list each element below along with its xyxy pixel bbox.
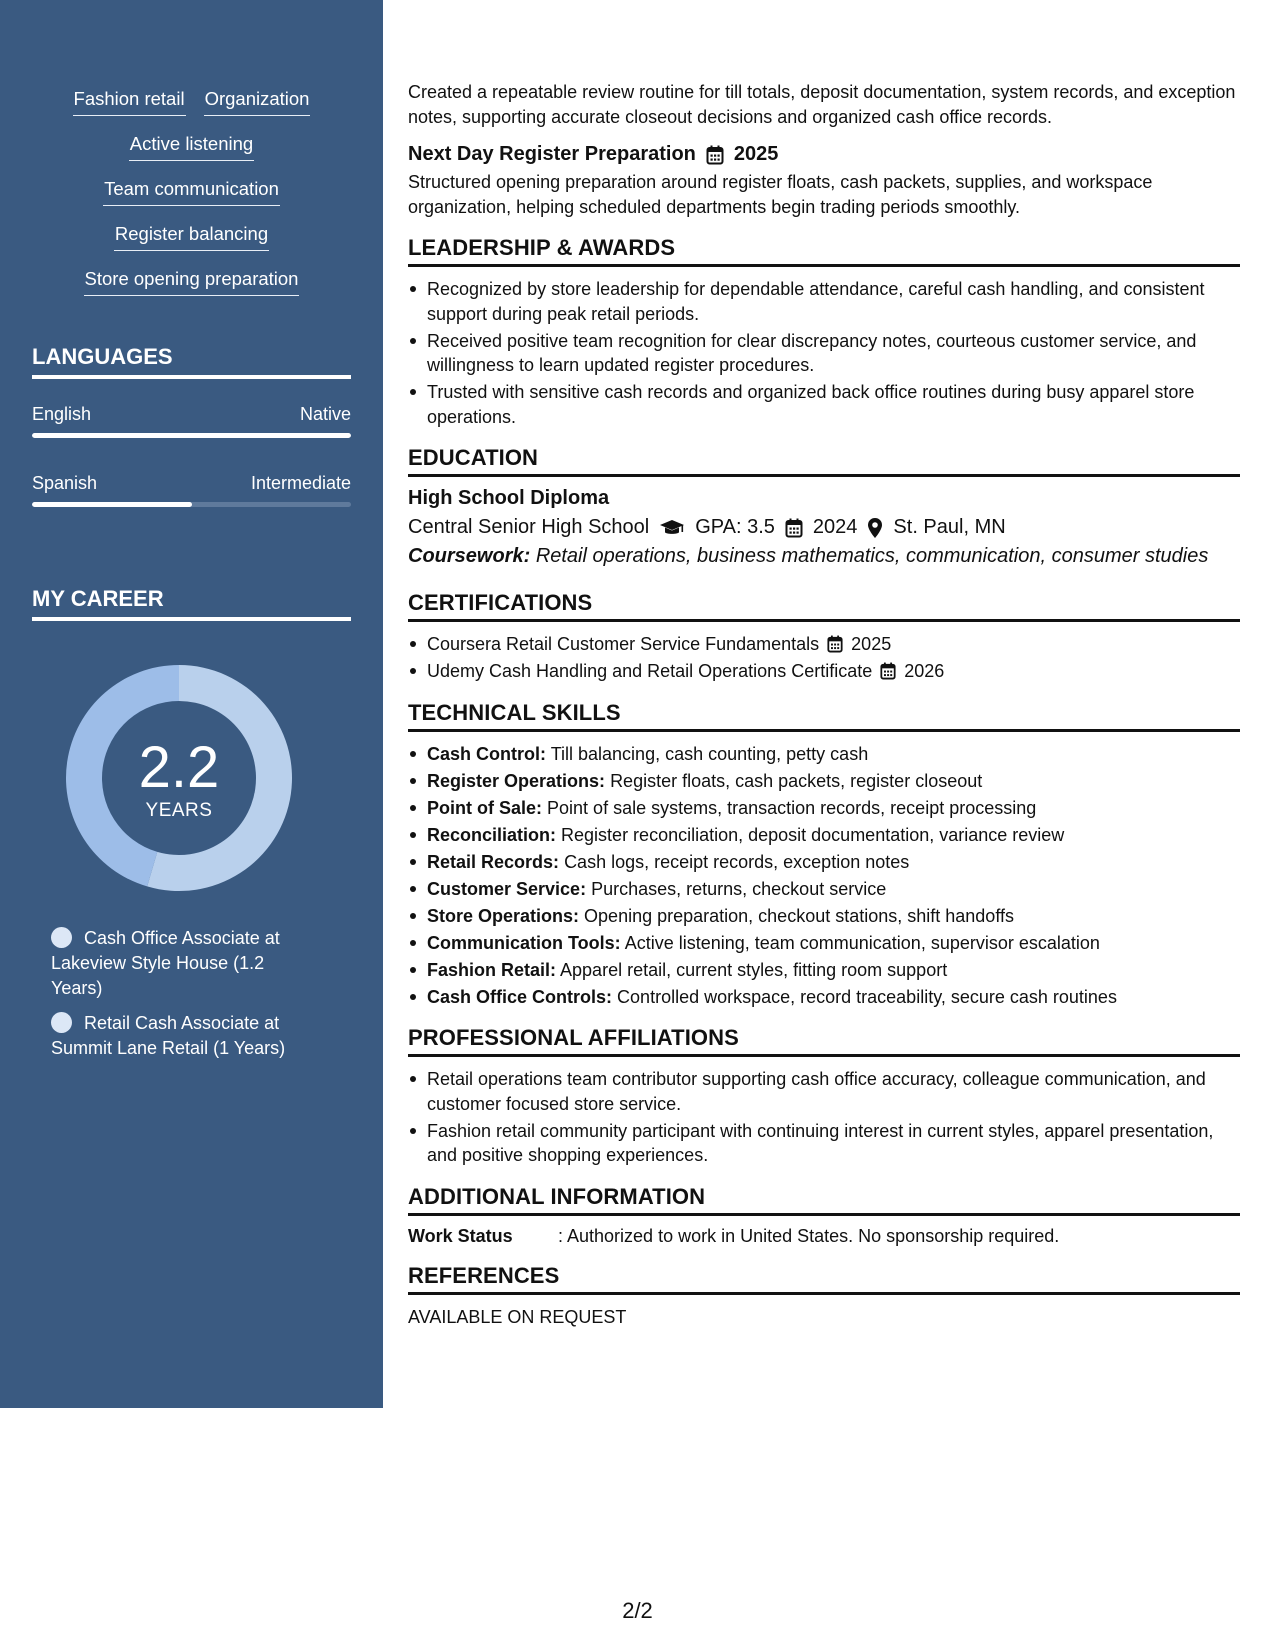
- certification-name: Udemy Cash Handling and Retail Operations Certificate: [427, 661, 873, 681]
- skill-value: Cash logs, receipt records, exception notes: [564, 851, 910, 872]
- technical-skill-item: [408, 985, 1240, 1010]
- skill-value: Point of sale systems, transaction records, receipt processing: [547, 797, 1037, 818]
- skill-label: Retail Records:: [427, 851, 560, 872]
- career-item-text: Retail Cash Associate at Summit Lane Retail (1 Years): [51, 1013, 286, 1058]
- language-bar: [32, 502, 351, 507]
- certification-name: Coursera Retail Customer Service Fundamentals: [427, 634, 820, 654]
- technical-skill-item: [408, 904, 1240, 929]
- language-bar-fill: [32, 502, 192, 507]
- language-row: [32, 404, 351, 425]
- technical-skill-item: [408, 769, 1240, 794]
- leadership-item: Recognized by store leadership for dependable attendance, careful cash handling, and consistent support during peak retail periods.: [408, 277, 1240, 326]
- leadership-heading: LEADERSHIP & AWARDS: [408, 235, 1240, 267]
- education-location: St. Paul, MN: [893, 516, 1006, 538]
- affiliation-item: Fashion retail community participant with continuing interest in current styles, apparel presentation, and positive shopping experiences.: [408, 1119, 1240, 1168]
- affiliations-list: [408, 1067, 1240, 1168]
- leadership-list: [408, 277, 1240, 429]
- skill-tag: Store opening preparation: [84, 266, 300, 296]
- skill-value: Till balancing, cash counting, petty cash: [550, 743, 869, 764]
- work-status-label: Work Status: [408, 1225, 513, 1246]
- coursework-text: Retail operations, business mathematics, communication, consumer studies: [535, 545, 1209, 567]
- skill-value: Opening preparation, checkout stations, shift handoffs: [584, 905, 1014, 926]
- education-coursework: [408, 545, 1240, 568]
- skill-label: Cash Control:: [427, 743, 546, 764]
- coursework-label: Coursework:: [408, 545, 531, 567]
- career-dot-icon: [51, 1012, 72, 1033]
- main-content: [408, 80, 1240, 1329]
- sidebar: [0, 0, 383, 1408]
- career-dot-icon: [51, 927, 72, 948]
- certification-item: [408, 632, 1240, 657]
- project-intro-text: Created a repeatable review routine for till totals, deposit documentation, system records, and exception notes, supporting accurate closeout decisions and organized cash office records.: [408, 82, 1236, 127]
- skill-tag-row: [0, 131, 383, 176]
- skill-label: Store Operations:: [427, 905, 580, 926]
- language-bar: [32, 433, 351, 438]
- technical-skills-heading: TECHNICAL SKILLS: [408, 700, 1240, 732]
- education-heading: EDUCATION: [408, 445, 1240, 477]
- skill-label: Point of Sale:: [427, 797, 543, 818]
- education-year: 2024: [812, 516, 858, 538]
- language-name: Spanish: [32, 473, 98, 493]
- skill-tag-row: [0, 266, 383, 311]
- certifications-heading: CERTIFICATIONS: [408, 590, 1240, 622]
- career-item-text: Cash Office Associate at Lakeview Style House (1.2 Years): [51, 928, 280, 998]
- career-item: [51, 926, 311, 1001]
- references-heading: REFERENCES: [408, 1263, 1240, 1295]
- skill-label: Cash Office Controls:: [427, 986, 613, 1007]
- calendar-icon: [785, 518, 803, 538]
- work-status-row: [408, 1226, 1240, 1247]
- skill-tag: Organization: [204, 86, 311, 116]
- affiliation-item: Retail operations team contributor supporting cash office accuracy, colleague communication, and customer focused store service.: [408, 1067, 1240, 1116]
- career-unit: YEARS: [145, 800, 213, 821]
- technical-skill-item: [408, 958, 1240, 983]
- languages-heading: LANGUAGES: [32, 344, 351, 379]
- graduation-cap-icon: [659, 519, 685, 537]
- career-total: 2.2: [138, 735, 220, 800]
- technical-skill-item: [408, 796, 1240, 821]
- references-text: AVAILABLE ON REQUEST: [408, 1306, 627, 1327]
- skill-label: Fashion Retail:: [427, 959, 557, 980]
- skill-tags: [0, 86, 383, 311]
- education-meta: [408, 516, 1240, 539]
- skill-label: Register Operations:: [427, 770, 606, 791]
- skill-value: Purchases, returns, checkout service: [591, 878, 887, 899]
- project-heading: [408, 143, 1240, 166]
- language-level: Intermediate: [250, 473, 351, 493]
- affiliations-heading: PROFESSIONAL AFFILIATIONS: [408, 1025, 1240, 1057]
- calendar-icon: [706, 145, 724, 165]
- language-bar-fill: [32, 433, 351, 438]
- skill-tag-row: [0, 221, 383, 266]
- certifications-list: [408, 632, 1240, 684]
- skill-tag-row: [0, 176, 383, 221]
- skill-label: Communication Tools:: [427, 932, 621, 953]
- technical-skill-item: [408, 823, 1240, 848]
- language-row: [32, 473, 351, 494]
- career-list: [51, 926, 311, 1071]
- certification-item: [408, 659, 1240, 684]
- language-name: English: [32, 404, 92, 424]
- education-degree: High School Diploma: [408, 487, 610, 509]
- skill-value: Register floats, cash packets, register closeout: [610, 770, 983, 791]
- certification-year: 2026: [904, 661, 945, 681]
- education-gpa: GPA: 3.5: [695, 516, 775, 538]
- project-description: Structured opening preparation around register floats, cash packets, supplies, and workspace organization, helping scheduled departments begin trading periods smoothly.: [408, 172, 1153, 217]
- certification-year: 2025: [851, 634, 892, 654]
- technical-skill-item: [408, 877, 1240, 902]
- skill-value: Apparel retail, current styles, fitting room support: [560, 959, 948, 980]
- skill-label: Customer Service:: [427, 878, 587, 899]
- skill-value: Active listening, team communication, supervisor escalation: [624, 932, 1100, 953]
- language-level: Native: [299, 404, 351, 424]
- skill-tag-row: [0, 86, 383, 131]
- skill-label: Reconciliation:: [427, 824, 557, 845]
- career-heading: MY CAREER: [32, 586, 351, 621]
- project-year: 2025: [733, 143, 779, 165]
- skill-tag: Active listening: [129, 131, 254, 161]
- technical-skill-item: [408, 742, 1240, 767]
- technical-skills-list: [408, 742, 1240, 1010]
- skill-tag: Register balancing: [114, 221, 269, 251]
- calendar-icon: [880, 662, 896, 680]
- skill-value: Controlled workspace, record traceability, secure cash routines: [617, 986, 1117, 1007]
- leadership-item: Trusted with sensitive cash records and organized back office routines during busy apparel store operations.: [408, 380, 1240, 429]
- leadership-item: Received positive team recognition for clear discrepancy notes, courteous customer service, and willingness to learn updated register procedures.: [408, 329, 1240, 378]
- calendar-icon: [827, 635, 843, 653]
- page-number: 2/2: [622, 1598, 653, 1623]
- project-title: Next Day Register Preparation: [408, 143, 696, 165]
- work-status-value: : Authorized to work in United States. No sponsorship required.: [558, 1225, 1060, 1246]
- education-school: Central Senior High School: [408, 516, 650, 538]
- skill-tag: Team communication: [103, 176, 280, 206]
- skill-value: Register reconciliation, deposit documentation, variance review: [561, 824, 1065, 845]
- career-item: [51, 1011, 311, 1061]
- technical-skill-item: [408, 850, 1240, 875]
- technical-skill-item: [408, 931, 1240, 956]
- skill-tag: Fashion retail: [73, 86, 186, 116]
- location-pin-icon: [867, 517, 883, 539]
- additional-info-heading: ADDITIONAL INFORMATION: [408, 1184, 1240, 1216]
